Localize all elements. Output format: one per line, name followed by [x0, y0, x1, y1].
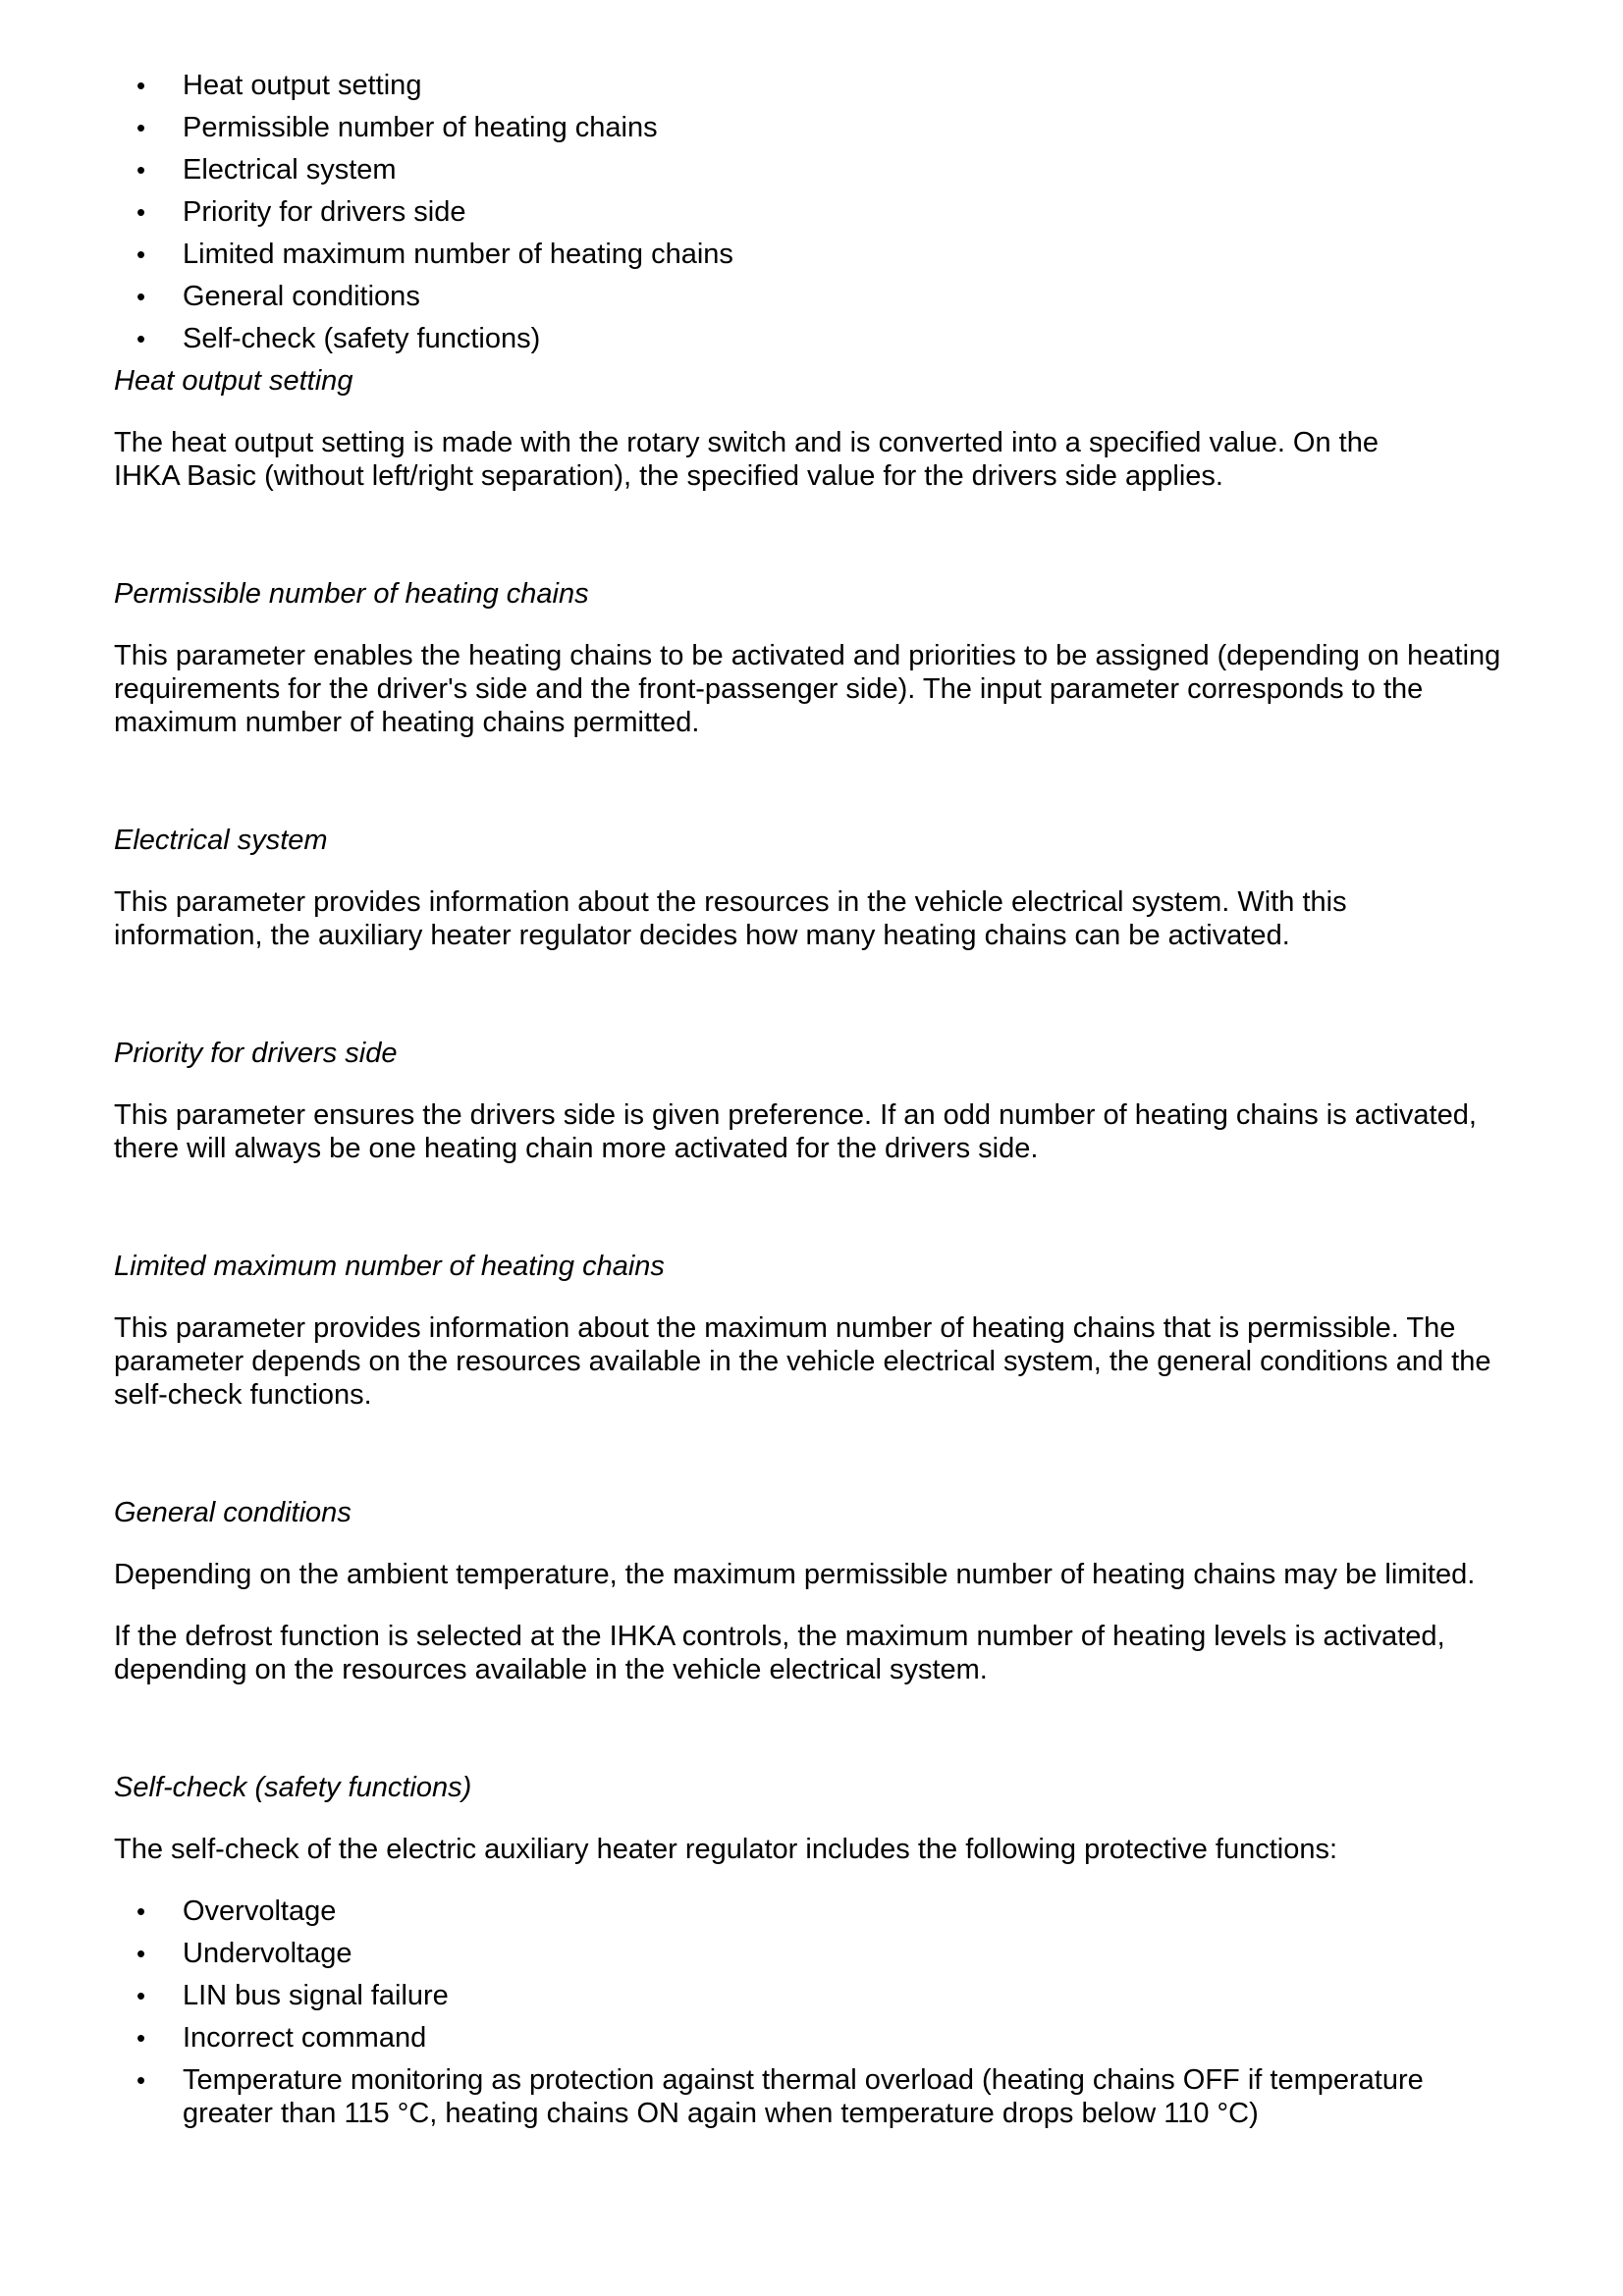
section-heading: Heat output setting: [114, 365, 353, 397]
section-paragraph: This parameter provides information about the resources in the vehicle electrical system. With this information, the auxiliary heater regulator decides how many heating chains can be activated.: [114, 886, 1347, 951]
protective-functions-list: [114, 1895, 1557, 2130]
list-item-text: Limited maximum number of heating chains: [183, 239, 733, 270]
page-content: [114, 69, 1557, 2139]
section-general-conditions: [114, 1496, 1557, 1686]
list-item: [114, 2063, 1557, 2130]
section-heading: Electrical system: [114, 825, 328, 856]
bullet-icon: •: [136, 113, 146, 142]
list-item-text: Temperature monitoring as protection against thermal overload (heating chains OFF if temperature greater than 115 °C, heating chains ON again when temperature drops below 110 °C): [183, 2064, 1424, 2129]
bullet-icon: •: [136, 240, 146, 269]
section-heading: Priority for drivers side: [114, 1038, 398, 1069]
section-paragraph: Depending on the ambient temperature, the maximum permissible number of heating chains may be limited.: [114, 1559, 1476, 1590]
section-paragraph: If the defrost function is selected at the IHKA controls, the maximum number of heating levels is activated, depending on the resources available in the vehicle electrical system.: [114, 1621, 1445, 1685]
section-self-check: [114, 1771, 1557, 2130]
list-item: [114, 280, 1557, 313]
bullet-icon: •: [136, 1939, 146, 1968]
bullet-icon: •: [136, 2023, 146, 2053]
section-limited-maximum: [114, 1250, 1557, 1412]
bullet-icon: •: [136, 155, 146, 185]
list-item: [114, 111, 1557, 144]
intro-bullet-list: [114, 69, 1557, 355]
list-item: [114, 1895, 1557, 1928]
section-electrical-system: [114, 824, 1557, 952]
list-item-text: Heat output setting: [183, 70, 422, 101]
bullet-icon: •: [136, 324, 146, 353]
bullet-icon: •: [136, 2065, 146, 2095]
list-item-text: Incorrect command: [183, 2022, 427, 2054]
section-heading: Permissible number of heating chains: [114, 578, 589, 610]
list-item-text: Self-check (safety functions): [183, 323, 541, 354]
list-item: [114, 322, 1557, 355]
section-heading: Limited maximum number of heating chains: [114, 1251, 665, 1282]
section-heading: General conditions: [114, 1497, 352, 1528]
list-item: [114, 153, 1557, 187]
list-item: [114, 238, 1557, 271]
list-item-text: General conditions: [183, 281, 420, 312]
list-item: [114, 1979, 1557, 2012]
list-item: [114, 195, 1557, 229]
section-heat-output-setting: [114, 364, 1557, 493]
list-item: [114, 1937, 1557, 1970]
bullet-icon: •: [136, 197, 146, 227]
list-item-text: LIN bus signal failure: [183, 1980, 449, 2011]
section-paragraph: The self-check of the electric auxiliary heater regulator includes the following protective functions:: [114, 1834, 1338, 1865]
section-paragraph: The heat output setting is made with the rotary switch and is converted into a specified value. On the IHKA Basic (without left/right separation), the specified value for the drivers side applies.: [114, 427, 1379, 492]
bullet-icon: •: [136, 1896, 146, 1926]
section-paragraph: This parameter ensures the drivers side is given preference. If an odd number of heating chains is activated, there will always be one heating chain more activated for the drivers side.: [114, 1099, 1477, 1164]
list-item-text: Electrical system: [183, 154, 397, 186]
section-heading: Self-check (safety functions): [114, 1772, 472, 1803]
list-item-text: Permissible number of heating chains: [183, 112, 658, 143]
list-item-text: Overvoltage: [183, 1896, 337, 1927]
section-paragraph: This parameter provides information about the maximum number of heating chains that is permissible. The parameter depends on the resources available in the vehicle electrical system, the general conditions and the self-check functions.: [114, 1312, 1491, 1411]
section-priority-drivers-side: [114, 1037, 1557, 1165]
bullet-icon: •: [136, 282, 146, 311]
list-item-text: Undervoltage: [183, 1938, 352, 1969]
list-item: [114, 69, 1557, 102]
list-item: [114, 2021, 1557, 2055]
bullet-icon: •: [136, 1981, 146, 2010]
section-permissible-number: [114, 577, 1557, 739]
list-item-text: Priority for drivers side: [183, 196, 466, 228]
section-paragraph: This parameter enables the heating chains to be activated and priorities to be assigned (depending on heating requirements for the driver's side and the front-passenger side). The input parameter corresponds to the maximum number of heating chains permitted.: [114, 640, 1501, 738]
bullet-icon: •: [136, 71, 146, 100]
